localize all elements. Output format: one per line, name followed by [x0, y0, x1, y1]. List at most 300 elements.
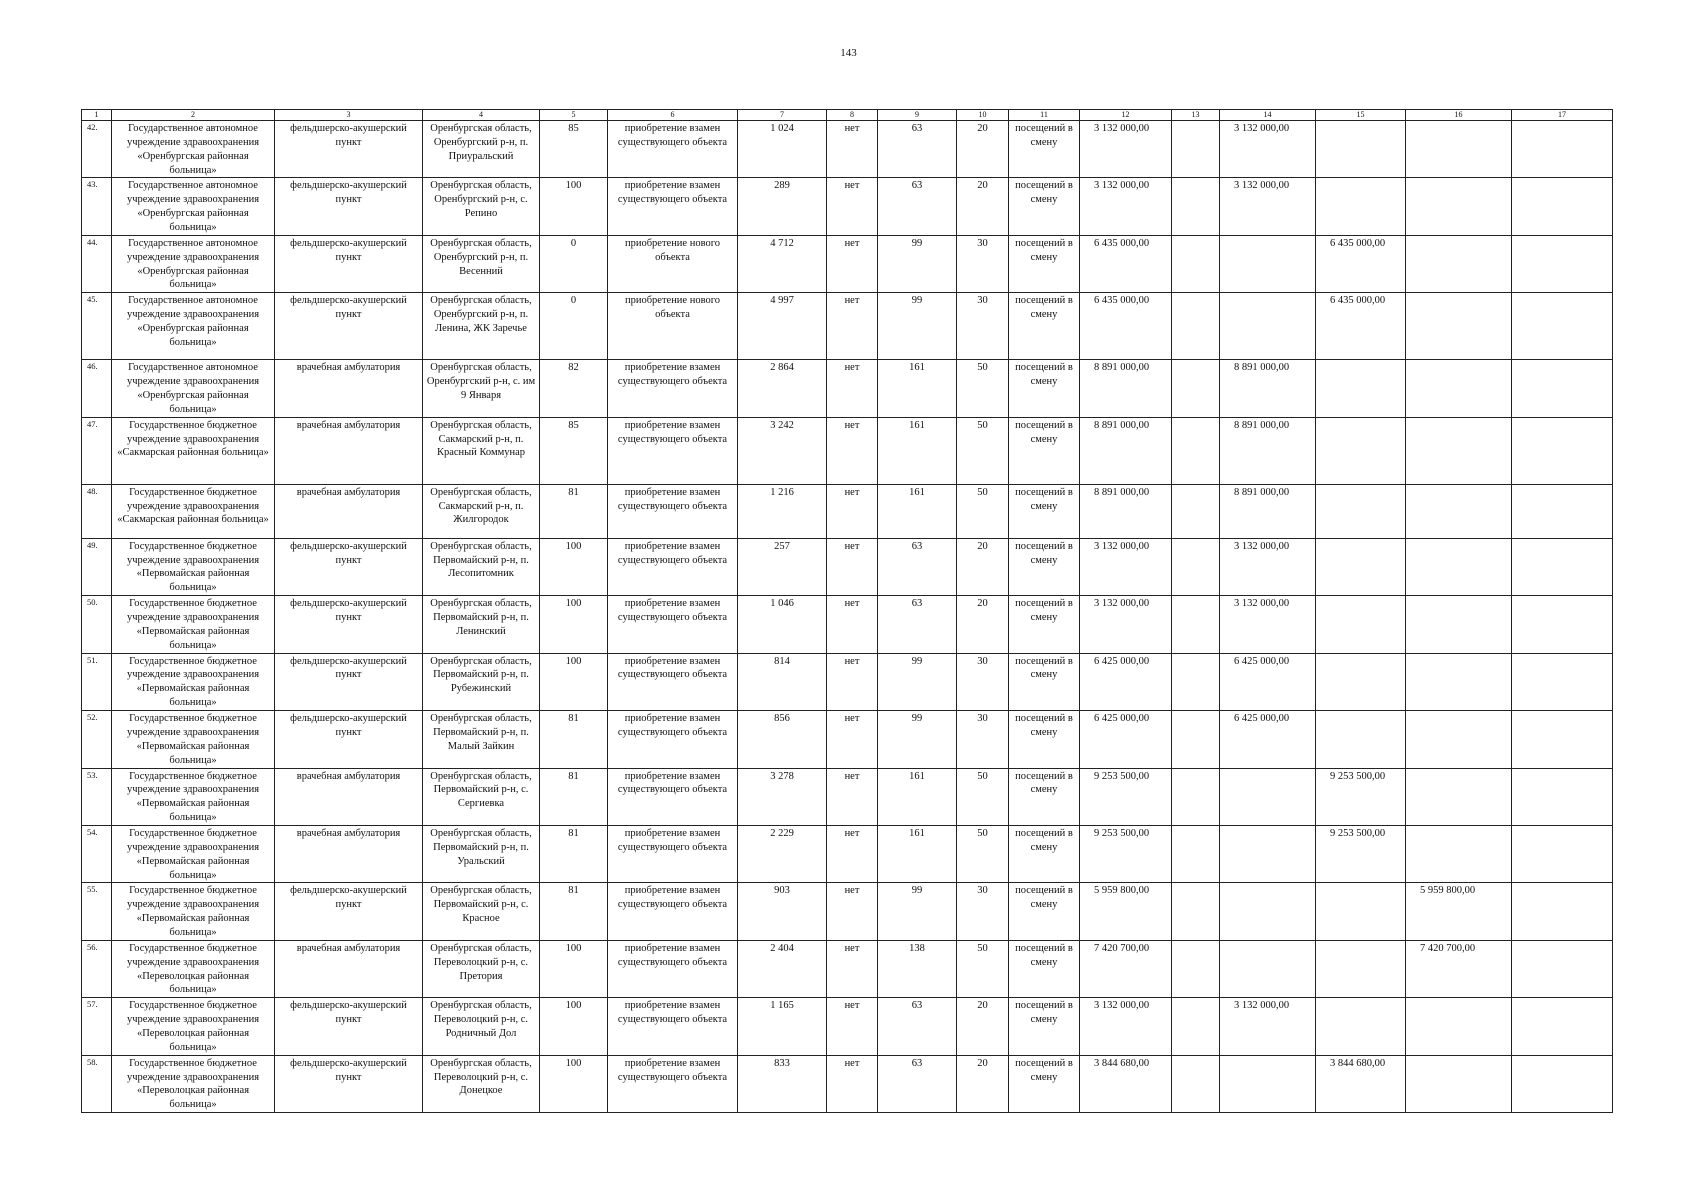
- column-12-cell-text: 5 959 800,00: [1094, 885, 1150, 897]
- organization-cell-text: Государственное бюджетное учреждение здравоохранения «Первомайская районная больница»: [126, 655, 260, 709]
- column-number-cell: 13: [1172, 110, 1220, 121]
- column-8-cell: [827, 998, 878, 1055]
- unit-cell: [1009, 121, 1080, 178]
- row-number-cell-text: 49.: [87, 539, 98, 550]
- column-7-cell-text: 903: [774, 885, 790, 897]
- column-number-cell: 12: [1080, 110, 1172, 121]
- address-cell-text: Оренбургская область, Оренбургский р-н, п. Приуральский: [430, 123, 532, 162]
- unit-cell: [1009, 293, 1080, 360]
- row-number-cell: [82, 940, 112, 997]
- column-7-cell-text: 257: [774, 540, 790, 552]
- action-cell: [608, 121, 738, 178]
- column-17-cell: [1512, 998, 1613, 1055]
- column-8-cell: [827, 883, 878, 940]
- column-15-cell-text: 9 253 500,00: [1330, 770, 1386, 782]
- facility-type-cell-text: фельдшерско-акушерский пункт: [290, 180, 407, 206]
- organization-cell-text: Государственное автономное учреждение здравоохранения «Оренбургская районная больница»: [126, 180, 260, 234]
- column-number-cell: 10: [957, 110, 1009, 121]
- column-12-cell: [1080, 768, 1172, 825]
- column-5-cell: [540, 235, 608, 292]
- action-cell: [608, 883, 738, 940]
- facility-type-cell: [275, 768, 423, 825]
- column-7-cell-text: 2 229: [770, 827, 794, 839]
- column-5-cell: [540, 417, 608, 484]
- unit-cell-text: посещений в смену: [1015, 295, 1073, 321]
- column-8-cell-text: нет: [844, 885, 860, 897]
- address-cell: [423, 178, 540, 235]
- column-10-cell-text: 30: [977, 237, 988, 249]
- column-8-cell: [827, 538, 878, 595]
- row-number-cell-text: 51.: [87, 654, 98, 665]
- column-8-cell: [827, 768, 878, 825]
- action-cell: [608, 998, 738, 1055]
- column-9-cell: [878, 711, 957, 768]
- table-row: [82, 653, 1613, 710]
- column-5-cell: [540, 121, 608, 178]
- column-8-cell-text: нет: [844, 827, 860, 839]
- column-15-cell: [1316, 825, 1406, 882]
- column-9-cell: [878, 998, 957, 1055]
- column-9-cell-text: 63: [911, 180, 923, 192]
- column-9-cell: [878, 417, 957, 484]
- column-9-cell-text: 161: [909, 362, 925, 374]
- address-cell: [423, 360, 540, 417]
- column-9-cell-text: 99: [911, 237, 923, 249]
- column-8-cell-text: нет: [844, 419, 860, 431]
- facility-type-cell-text: врачебная амбулатория: [296, 419, 401, 431]
- facility-type-cell: [275, 1055, 423, 1112]
- column-15-cell: [1316, 768, 1406, 825]
- column-number-cell: 15: [1316, 110, 1406, 121]
- organization-cell-text: Государственное автономное учреждение здравоохранения «Оренбургская районная больница»: [126, 123, 260, 176]
- column-10-cell: [957, 825, 1009, 882]
- column-14-cell: [1220, 417, 1316, 484]
- column-17-cell: [1512, 121, 1613, 178]
- address-cell-text: Оренбургская область, Оренбургский р-н, п. Ленина, ЖК Заречье: [430, 295, 532, 335]
- column-5-cell-text: 100: [565, 598, 582, 610]
- unit-cell-text: посещений в смену: [1015, 598, 1073, 624]
- column-7-cell: [738, 360, 827, 417]
- facility-type-cell: [275, 293, 423, 360]
- unit-cell-text: посещений в смену: [1015, 713, 1073, 738]
- column-17-cell: [1512, 360, 1613, 417]
- unit-cell: [1009, 711, 1080, 768]
- column-8-cell: [827, 825, 878, 882]
- column-15-cell: [1316, 293, 1406, 360]
- column-10-cell-text: 20: [977, 123, 988, 134]
- column-15-cell-text: 6 435 000,00: [1330, 237, 1386, 249]
- column-5-cell-text: 81: [568, 827, 579, 839]
- facility-type-cell-text: фельдшерско-акушерский пункт: [290, 237, 407, 263]
- facility-type-cell: [275, 711, 423, 768]
- column-12-cell: [1080, 293, 1172, 360]
- column-12-cell-text: 3 132 000,00: [1094, 180, 1150, 192]
- column-14-cell: [1220, 768, 1316, 825]
- unit-cell: [1009, 1055, 1080, 1112]
- column-10-cell: [957, 768, 1009, 825]
- column-10-cell: [957, 484, 1009, 538]
- action-cell-text: приобретение взамен существующего объекта: [617, 713, 728, 738]
- row-number-cell-text: 50.: [87, 597, 98, 608]
- column-13-cell: [1172, 235, 1220, 292]
- column-17-cell: [1512, 235, 1613, 292]
- facility-type-cell: [275, 596, 423, 653]
- column-9-cell-text: 138: [909, 942, 925, 954]
- unit-cell-text: посещений в смену: [1015, 1057, 1073, 1083]
- column-10-cell: [957, 235, 1009, 292]
- column-number-cell: 16: [1406, 110, 1512, 121]
- row-number-cell: [82, 360, 112, 417]
- facility-type-cell: [275, 883, 423, 940]
- unit-cell: [1009, 178, 1080, 235]
- column-13-cell: [1172, 768, 1220, 825]
- column-15-cell: [1316, 1055, 1406, 1112]
- column-12-cell-text: 3 132 000,00: [1094, 598, 1150, 610]
- organization-cell: [112, 768, 275, 825]
- facilities-table: [81, 109, 1613, 1113]
- column-14-cell-text: 8 891 000,00: [1234, 362, 1290, 374]
- column-number-cell: 14: [1220, 110, 1316, 121]
- column-number-cell: 4: [423, 110, 540, 121]
- column-5-cell-text: 81: [568, 885, 579, 897]
- column-10-cell: [957, 417, 1009, 484]
- column-8-cell-text: нет: [844, 770, 860, 782]
- address-cell-text: Оренбургская область, Первомайский р-н, п. Рубежинский: [430, 655, 532, 695]
- column-14-cell-text: 3 132 000,00: [1234, 123, 1290, 134]
- unit-cell-text: посещений в смену: [1015, 362, 1073, 388]
- organization-cell-text: Государственное бюджетное учреждение здравоохранения «Сакмарская районная больница»: [117, 486, 269, 526]
- column-12-cell-text: 6 425 000,00: [1094, 655, 1150, 667]
- facility-type-cell-text: фельдшерско-акушерский пункт: [290, 540, 407, 566]
- column-5-cell-text: 100: [565, 180, 582, 192]
- organization-cell-text: Государственное бюджетное учреждение здравоохранения «Переволоцкая районная больница»: [126, 1057, 260, 1111]
- organization-cell-text: Государственное бюджетное учреждение здравоохранения «Сакмарская районная больница»: [117, 419, 269, 459]
- column-7-cell: [738, 235, 827, 292]
- organization-cell-text: Государственное автономное учреждение здравоохранения «Оренбургская районная больница»: [126, 237, 260, 291]
- column-7-cell-text: 1 216: [770, 486, 794, 498]
- column-number-cell: 17: [1512, 110, 1613, 121]
- column-8-cell-text: нет: [844, 1000, 860, 1012]
- column-9-cell-text: 99: [911, 295, 923, 307]
- address-cell: [423, 121, 540, 178]
- column-9-cell: [878, 883, 957, 940]
- column-16-cell: [1406, 596, 1512, 653]
- address-cell: [423, 596, 540, 653]
- table-row: [82, 235, 1613, 292]
- column-7-cell-text: 289: [774, 180, 790, 192]
- column-5-cell-text: 100: [565, 942, 582, 954]
- facility-type-cell: [275, 998, 423, 1055]
- column-12-cell-text: 3 132 000,00: [1094, 1000, 1150, 1012]
- column-17-cell: [1512, 178, 1613, 235]
- column-10-cell: [957, 653, 1009, 710]
- address-cell-text: Оренбургская область, Оренбургский р-н, п. Весенний: [430, 237, 532, 277]
- facility-type-cell-text: врачебная амбулатория: [296, 827, 401, 839]
- column-9-cell-text: 63: [911, 1000, 923, 1012]
- column-14-cell-text: 8 891 000,00: [1234, 486, 1290, 498]
- facility-type-cell: [275, 178, 423, 235]
- facility-type-cell-text: врачебная амбулатория: [296, 362, 401, 374]
- table-row: [82, 711, 1613, 768]
- column-15-cell-text: 6 435 000,00: [1330, 295, 1386, 307]
- column-14-cell: [1220, 940, 1316, 997]
- column-9-cell: [878, 653, 957, 710]
- address-cell-text: Оренбургская область, Первомайский р-н, п. Ленинский: [430, 598, 532, 637]
- organization-cell: [112, 235, 275, 292]
- column-10-cell-text: 50: [977, 770, 988, 782]
- column-9-cell-text: 99: [911, 655, 923, 667]
- organization-cell: [112, 417, 275, 484]
- column-8-cell: [827, 121, 878, 178]
- column-13-cell: [1172, 178, 1220, 235]
- action-cell: [608, 417, 738, 484]
- column-10-cell: [957, 360, 1009, 417]
- column-8-cell: [827, 293, 878, 360]
- column-8-cell-text: нет: [844, 713, 860, 725]
- action-cell: [608, 825, 738, 882]
- unit-cell-text: посещений в смену: [1015, 540, 1073, 566]
- action-cell-text: приобретение взамен существующего объекта: [617, 942, 728, 968]
- column-12-cell-text: 6 425 000,00: [1094, 713, 1150, 725]
- column-5-cell: [540, 293, 608, 360]
- column-15-cell: [1316, 538, 1406, 595]
- column-8-cell-text: нет: [844, 362, 860, 374]
- column-5-cell: [540, 1055, 608, 1112]
- column-10-cell: [957, 596, 1009, 653]
- row-number-cell-text: 48.: [87, 485, 98, 496]
- row-number-cell-text: 53.: [87, 769, 98, 780]
- column-7-cell-text: 1 165: [770, 1000, 794, 1012]
- column-7-cell: [738, 883, 827, 940]
- column-5-cell: [540, 484, 608, 538]
- column-10-cell-text: 50: [977, 419, 988, 431]
- organization-cell-text: Государственное бюджетное учреждение здравоохранения «Первомайская районная больница»: [126, 598, 260, 651]
- column-10-cell: [957, 711, 1009, 768]
- column-9-cell: [878, 825, 957, 882]
- column-5-cell-text: 100: [565, 655, 582, 667]
- address-cell-text: Оренбургская область, Первомайский р-н, п. Малый Зайкин: [430, 713, 532, 752]
- column-15-cell: [1316, 998, 1406, 1055]
- column-8-cell-text: нет: [844, 180, 860, 192]
- column-10-cell: [957, 998, 1009, 1055]
- column-5-cell-text: 100: [565, 540, 582, 552]
- table-row: [82, 883, 1613, 940]
- action-cell-text: приобретение взамен существующего объекта: [617, 180, 728, 206]
- column-10-cell-text: 50: [977, 486, 988, 498]
- facility-type-cell: [275, 825, 423, 882]
- column-16-cell: [1406, 417, 1512, 484]
- action-cell: [608, 235, 738, 292]
- row-number-cell: [82, 596, 112, 653]
- unit-cell: [1009, 768, 1080, 825]
- row-number-cell: [82, 768, 112, 825]
- address-cell-text: Оренбургская область, Первомайский р-н, п. Уральский: [430, 827, 532, 867]
- organization-cell-text: Государственное бюджетное учреждение здравоохранения «Первомайская районная больница»: [126, 713, 260, 766]
- column-16-cell-text: 7 420 700,00: [1420, 942, 1476, 954]
- address-cell: [423, 825, 540, 882]
- column-5-cell: [540, 883, 608, 940]
- row-number-cell: [82, 825, 112, 882]
- organization-cell: [112, 596, 275, 653]
- organization-cell-text: Государственное бюджетное учреждение здравоохранения «Первомайская районная больница»: [126, 770, 260, 824]
- unit-cell-text: посещений в смену: [1015, 827, 1073, 853]
- action-cell-text: приобретение взамен существующего объекта: [617, 827, 728, 853]
- column-13-cell: [1172, 293, 1220, 360]
- column-5-cell-text: 82: [568, 362, 579, 374]
- row-number-cell: [82, 883, 112, 940]
- column-7-cell: [738, 1055, 827, 1112]
- action-cell-text: приобретение нового объекта: [624, 295, 721, 321]
- column-17-cell: [1512, 883, 1613, 940]
- address-cell: [423, 417, 540, 484]
- column-16-cell: [1406, 293, 1512, 360]
- column-5-cell: [540, 596, 608, 653]
- unit-cell: [1009, 417, 1080, 484]
- action-cell-text: приобретение взамен существующего объекта: [617, 1000, 728, 1026]
- row-number-cell-text: 56.: [87, 941, 98, 952]
- column-9-cell: [878, 538, 957, 595]
- column-12-cell: [1080, 1055, 1172, 1112]
- column-14-cell-text: 3 132 000,00: [1234, 1000, 1290, 1012]
- column-7-cell: [738, 484, 827, 538]
- column-10-cell: [957, 293, 1009, 360]
- organization-cell: [112, 653, 275, 710]
- column-8-cell: [827, 940, 878, 997]
- column-12-cell-text: 7 420 700,00: [1094, 942, 1150, 954]
- column-5-cell: [540, 940, 608, 997]
- column-12-cell-text: 3 132 000,00: [1094, 123, 1150, 134]
- facility-type-cell-text: врачебная амбулатория: [296, 942, 401, 954]
- column-8-cell-text: нет: [844, 655, 860, 667]
- column-16-cell: [1406, 538, 1512, 595]
- facility-type-cell-text: врачебная амбулатория: [296, 770, 401, 782]
- row-number-cell: [82, 711, 112, 768]
- unit-cell: [1009, 538, 1080, 595]
- column-8-cell-text: нет: [844, 486, 860, 498]
- column-7-cell-text: 1 024: [770, 123, 794, 134]
- row-number-cell-text: 46.: [87, 361, 98, 372]
- column-12-cell-text: 8 891 000,00: [1094, 486, 1150, 498]
- facility-type-cell-text: фельдшерско-акушерский пункт: [290, 1057, 407, 1083]
- column-13-cell: [1172, 417, 1220, 484]
- row-number-cell-text: 55.: [87, 884, 98, 895]
- column-15-cell: [1316, 484, 1406, 538]
- column-7-cell: [738, 121, 827, 178]
- organization-cell: [112, 538, 275, 595]
- column-9-cell-text: 161: [909, 770, 925, 782]
- column-7-cell-text: 856: [774, 713, 790, 725]
- address-cell-text: Оренбургская область, Сакмарский р-н, п. Жилгородок: [430, 486, 532, 526]
- table-row: [82, 293, 1613, 360]
- column-8-cell-text: нет: [844, 295, 860, 307]
- column-number-cell: 2: [112, 110, 275, 121]
- column-7-cell: [738, 178, 827, 235]
- column-17-cell: [1512, 825, 1613, 882]
- unit-cell: [1009, 883, 1080, 940]
- column-16-cell: [1406, 940, 1512, 997]
- column-12-cell: [1080, 484, 1172, 538]
- column-14-cell: [1220, 293, 1316, 360]
- column-8-cell-text: нет: [844, 942, 860, 954]
- facility-type-cell-text: фельдшерско-акушерский пункт: [290, 295, 407, 321]
- column-8-cell: [827, 178, 878, 235]
- column-7-cell: [738, 768, 827, 825]
- column-13-cell: [1172, 883, 1220, 940]
- column-number-cell: 7: [738, 110, 827, 121]
- row-number-cell-text: 43.: [87, 179, 98, 190]
- organization-cell-text: Государственное бюджетное учреждение здравоохранения «Первомайская районная больница»: [126, 885, 260, 938]
- column-10-cell-text: 30: [977, 713, 988, 725]
- column-5-cell: [540, 653, 608, 710]
- row-number-cell-text: 42.: [87, 122, 98, 132]
- column-8-cell: [827, 711, 878, 768]
- facility-type-cell: [275, 360, 423, 417]
- column-5-cell-text: 85: [568, 123, 579, 134]
- address-cell-text: Оренбургская область, Переволоцкий р-н, с. Претория: [430, 942, 532, 982]
- unit-cell-text: посещений в смену: [1015, 885, 1073, 911]
- column-9-cell: [878, 1055, 957, 1112]
- column-13-cell: [1172, 538, 1220, 595]
- column-10-cell-text: 50: [977, 362, 988, 374]
- organization-cell: [112, 360, 275, 417]
- organization-cell: [112, 940, 275, 997]
- organization-cell: [112, 293, 275, 360]
- column-9-cell: [878, 235, 957, 292]
- facility-type-cell: [275, 940, 423, 997]
- row-number-cell: [82, 653, 112, 710]
- column-number-cell: 8: [827, 110, 878, 121]
- column-7-cell-text: 2 404: [770, 942, 794, 954]
- column-15-cell: [1316, 360, 1406, 417]
- column-9-cell-text: 99: [911, 713, 923, 725]
- column-5-cell-text: 100: [565, 1057, 582, 1069]
- column-number-cell: 1: [82, 110, 112, 121]
- column-16-cell: [1406, 883, 1512, 940]
- row-number-cell-text: 44.: [87, 236, 98, 247]
- column-9-cell: [878, 940, 957, 997]
- address-cell: [423, 484, 540, 538]
- table-body: [82, 110, 1613, 1113]
- row-number-cell-text: 58.: [87, 1056, 98, 1067]
- column-9-cell: [878, 178, 957, 235]
- facility-type-cell-text: фельдшерско-акушерский пункт: [290, 713, 407, 738]
- column-13-cell: [1172, 596, 1220, 653]
- column-7-cell-text: 1 046: [770, 598, 794, 610]
- column-14-cell-text: 3 132 000,00: [1234, 180, 1290, 192]
- column-16-cell: [1406, 653, 1512, 710]
- address-cell: [423, 768, 540, 825]
- address-cell: [423, 883, 540, 940]
- column-14-cell-text: 6 425 000,00: [1234, 655, 1290, 667]
- column-16-cell: [1406, 711, 1512, 768]
- column-7-cell: [738, 417, 827, 484]
- column-12-cell-text: 9 253 500,00: [1094, 770, 1150, 782]
- column-13-cell: [1172, 653, 1220, 710]
- column-14-cell: [1220, 178, 1316, 235]
- address-cell-text: Оренбургская область, Оренбургский р-н, с. Репино: [430, 180, 532, 220]
- action-cell-text: приобретение взамен существующего объекта: [617, 770, 728, 796]
- column-8-cell-text: нет: [844, 598, 860, 610]
- action-cell-text: приобретение взамен существующего объекта: [617, 885, 728, 911]
- unit-cell-text: посещений в смену: [1015, 770, 1073, 796]
- column-13-cell: [1172, 825, 1220, 882]
- column-17-cell: [1512, 293, 1613, 360]
- column-5-cell-text: 81: [568, 713, 579, 725]
- facility-type-cell-text: фельдшерско-акушерский пункт: [290, 1000, 407, 1026]
- row-number-cell: [82, 293, 112, 360]
- address-cell-text: Оренбургская область, Первомайский р-н, с. Красное: [430, 885, 532, 925]
- column-8-cell: [827, 235, 878, 292]
